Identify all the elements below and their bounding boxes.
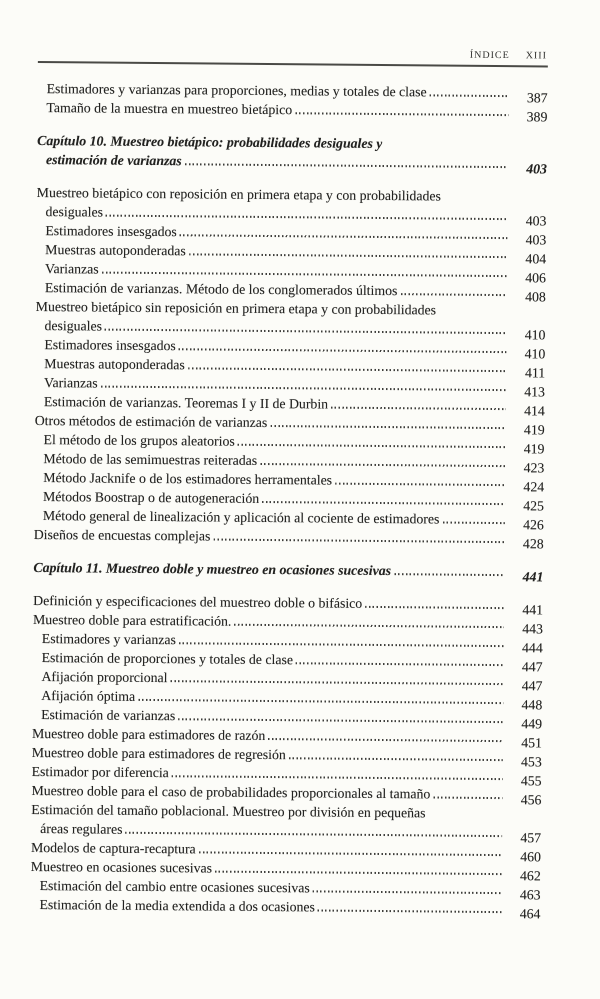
toc-page-number: 408 <box>525 289 546 305</box>
dot-leader <box>234 624 504 628</box>
dot-leader <box>400 293 506 296</box>
toc-page-number: 462 <box>520 868 541 884</box>
toc-chapter-entry <box>33 558 544 585</box>
toc-entry-line <box>33 525 544 552</box>
toc-entry-text: Estimadores insesgados <box>44 337 176 354</box>
toc-page-number: 456 <box>520 792 542 808</box>
dot-leader <box>178 718 503 723</box>
toc-entry-text: Muestreo en ocasiones sucesivas <box>30 858 213 876</box>
text-block <box>30 46 548 922</box>
toc-entry-text: Método de las semimuestras reiteradas <box>43 451 258 468</box>
dot-leader <box>442 522 505 525</box>
toc-entry <box>33 525 544 552</box>
toc-page-number: 463 <box>519 887 541 903</box>
dot-leader <box>335 483 505 486</box>
toc-entry-text: desiguales <box>45 204 104 220</box>
toc-page-number: 457 <box>520 830 542 846</box>
toc-entry-text: Capítulo 11. Muestreo doble y muestreo en ocasiones sucesivas <box>33 559 392 579</box>
toc-entry-text: Varianzas <box>43 375 98 391</box>
dot-leader <box>125 832 502 837</box>
dot-leader <box>430 94 509 97</box>
toc-page-number: 413 <box>524 384 546 400</box>
toc-entry-text: Método general de linealización y aplicación al cociente de estimadores <box>42 508 440 527</box>
toc-page-number: 411 <box>524 365 546 381</box>
toc-page-number: 414 <box>524 403 545 419</box>
toc-entry-text: Varianzas <box>44 261 99 277</box>
toc-page-number: 403 <box>525 232 547 248</box>
dot-leader <box>238 444 506 448</box>
dot-leader <box>313 890 502 894</box>
toc-entry-text: Afijación óptima <box>41 688 136 704</box>
toc-entry-text: Muestreo bietápico sin reposición en primera etapa y con probabilidades <box>35 298 437 318</box>
toc-page-number: 410 <box>524 327 546 343</box>
toc-entry-text: Estimación de varianzas. Método de los conglomerados últimos <box>44 280 398 299</box>
toc-entry <box>36 183 547 229</box>
toc-entry-text: áreas regulares <box>40 821 123 837</box>
running-head-title: ÍNDICE <box>469 49 510 62</box>
toc-page-number: 464 <box>519 906 541 922</box>
dot-leader <box>268 738 503 742</box>
toc-entry-text: Modelos de captura-recaptura <box>30 839 196 857</box>
dot-leader <box>179 642 504 647</box>
toc-entry-text: estimación de varianzas <box>45 152 182 169</box>
toc-chapter-entry <box>37 131 548 177</box>
running-head <box>38 46 548 61</box>
dot-leader <box>180 234 508 239</box>
toc-entry-text: Estimación de proporciones y totales de clase <box>41 650 294 668</box>
toc-page-number: 443 <box>522 621 543 637</box>
toc-entry-text: Muestreo doble para el caso de probabilidades proporcionales al tamaño <box>31 782 431 802</box>
dot-leader <box>262 501 505 505</box>
toc-entry-text: Tamaño de la muestra en muestreo bietápico <box>46 100 293 118</box>
dot-leader <box>138 699 503 704</box>
dot-leader <box>185 163 508 168</box>
dot-leader <box>318 909 502 913</box>
toc-page-number: 425 <box>523 498 545 514</box>
toc-page-number: 460 <box>520 849 542 865</box>
toc-page-number: 455 <box>520 773 542 789</box>
dot-leader <box>179 348 507 353</box>
toc-entry-text: Muestras autoponderadas <box>44 356 185 373</box>
toc-entry-text: Métodos Boostrap o de autogeneración <box>43 489 260 506</box>
toc-entry-text: Estimadores insesgados <box>45 223 177 240</box>
toc-page-number: 404 <box>525 251 547 267</box>
toc-entry-text: Capítulo 10. Muestreo bietápico: probabilidades desiguales y <box>37 132 383 152</box>
dot-leader <box>213 539 504 544</box>
toc-entry-text: desiguales <box>44 318 103 334</box>
toc-page-number: 410 <box>524 346 546 362</box>
toc-entry-text: Muestreo doble para estratificación. <box>32 611 232 629</box>
toc-page-number: 449 <box>521 716 543 732</box>
toc-page-number: 451 <box>521 735 543 751</box>
toc-entry-line <box>37 150 548 177</box>
toc-page-number: 447 <box>521 678 543 694</box>
dot-leader <box>296 662 504 666</box>
toc-entry-text: Otros métodos de estimación de varianzas <box>34 412 268 431</box>
dot-leader <box>260 463 505 467</box>
toc-page-number: 426 <box>523 517 544 533</box>
dot-leader <box>199 851 502 856</box>
toc-page-number: 403 <box>525 213 547 229</box>
dot-leader <box>172 775 503 780</box>
toc-entry-text: Estimación del tamaño poblacional. Muestreo por división en pequeñas <box>31 801 426 821</box>
toc-page-number: 419 <box>523 422 545 438</box>
toc-entry-text: Estimación del cambio entre ocasiones sucesivas <box>39 878 310 896</box>
dot-leader <box>189 253 507 258</box>
toc-page-number: 453 <box>521 754 542 770</box>
toc-page-number: 441 <box>522 569 544 585</box>
dot-leader <box>394 573 504 576</box>
toc-entry-text: Método Jacknife o de los estimadores herramentales <box>43 470 333 488</box>
toc-entry-text: Muestras autoponderadas <box>45 242 186 259</box>
toc-entry-text: Muestreo bietápico con reposición en primera etapa y con probabilidades <box>36 184 441 204</box>
dot-leader <box>295 112 508 116</box>
dot-leader <box>331 407 506 411</box>
toc-page-number: 424 <box>523 479 545 495</box>
toc-list <box>30 79 548 922</box>
dot-leader <box>270 425 505 429</box>
dot-leader <box>101 386 506 392</box>
toc-entry-text: Afijación proporcional <box>41 669 168 686</box>
toc-page-number: 387 <box>526 90 548 106</box>
dot-leader <box>105 329 507 335</box>
toc-entry-text: Diseños de encuestas complejas <box>33 526 211 544</box>
header-rule <box>38 61 548 67</box>
toc-entry-text: Estimadores y varianzas para proporciones, medias y totales de clase <box>46 81 427 100</box>
toc-entry-line <box>33 558 544 585</box>
dot-leader <box>171 680 504 685</box>
toc-entry-text: Estimador por diferencia <box>31 763 169 781</box>
toc-page-number: 389 <box>526 109 548 125</box>
toc-entry-text: Muestreo doble para estimadores de regresión <box>31 744 286 763</box>
toc-entry-text: Estimación de la media extendida a dos ocasiones <box>39 897 316 915</box>
dot-leader <box>289 757 503 761</box>
toc-page-number: 423 <box>523 460 545 476</box>
dot-leader <box>215 871 502 876</box>
toc-page-number: 406 <box>525 270 547 286</box>
toc-entry-text: Definición y especificaciones del muestreo doble o bifásico <box>33 592 363 611</box>
toc-entry-text: Estimación de varianzas. Teoremas I y II de Durbin <box>43 394 329 412</box>
toc-page-number: 403 <box>526 161 548 177</box>
toc-page-number: 447 <box>521 659 543 675</box>
dot-leader <box>433 796 502 799</box>
toc-entry-text: El método de los grupos aleatorios <box>43 432 235 449</box>
toc-page-number: 444 <box>521 640 543 656</box>
toc-entry-text: Estimadores y varianzas <box>41 631 176 648</box>
toc-entry-text: Estimación de varianzas <box>41 707 176 724</box>
dot-leader <box>106 215 508 221</box>
toc-page-number: 448 <box>521 697 543 713</box>
dot-leader <box>188 367 506 372</box>
toc-entry-text: Muestreo doble para estimadores de razón <box>31 725 266 744</box>
dot-leader <box>102 272 507 278</box>
running-head-page-number: XIII <box>525 50 547 62</box>
dot-leader <box>365 606 504 609</box>
toc-page-number: 441 <box>522 602 544 618</box>
toc-page-number: 428 <box>522 536 544 552</box>
toc-page-number: 419 <box>523 441 545 457</box>
